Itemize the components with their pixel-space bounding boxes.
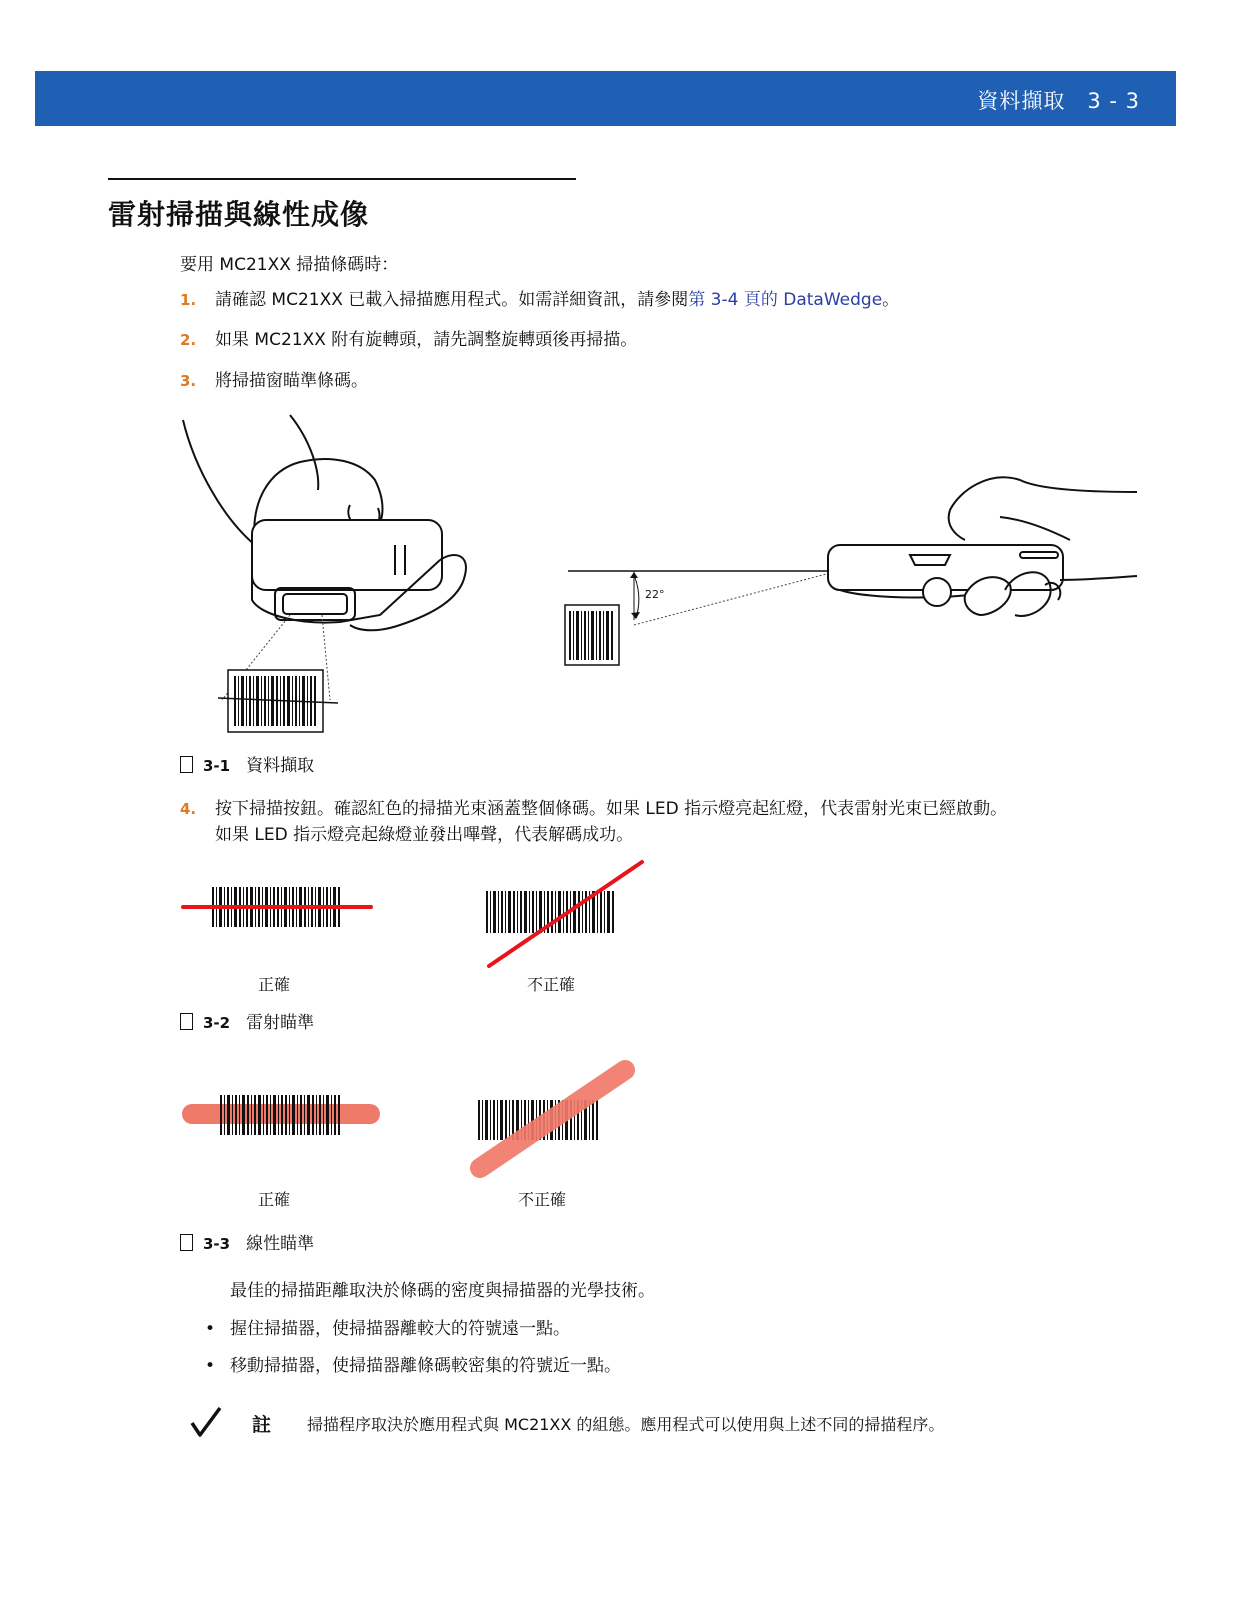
step-number: 1. [180, 291, 197, 309]
bullet-dot-icon: • [205, 1356, 216, 1376]
note-label: 註 [252, 1414, 272, 1436]
label-incorrect-linear: 不正確 [518, 1190, 567, 1209]
intro-text: 要用 MC21XX 掃描條碼時： [180, 255, 399, 275]
step-text-line-2: 如果 LED 指示燈亮起綠燈並發出嗶聲，代表解碼成功。 [215, 825, 634, 845]
figure-number: 3-1 [203, 757, 231, 775]
label-correct-laser: 正確 [258, 975, 291, 994]
bullet-text: 移動掃描器，使掃描器離條碼較密集的符號近一點。 [230, 1356, 621, 1376]
label-correct-linear: 正確 [258, 1190, 291, 1209]
figure-marker-icon [180, 1234, 193, 1251]
figure-number: 3-3 [203, 1235, 231, 1253]
bullet-text: 握住掃描器，使掃描器離較大的符號遠一點。 [230, 1319, 570, 1339]
step-text: 將掃描窗瞄準條碼。 [215, 371, 368, 391]
label-incorrect-laser: 不正確 [527, 975, 576, 994]
header-section: 資料擷取 [977, 89, 1066, 113]
step-number: 3. [180, 372, 197, 390]
step-text: 如果 MC21XX 附有旋轉頭，請先調整旋轉頭後再掃描。 [215, 330, 638, 350]
note-text: 掃描程序取決於應用程式與 MC21XX 的組態。應用程式可以使用與上述不同的掃描程序。 [307, 1415, 945, 1434]
checkmark-icon [190, 1405, 224, 1439]
figure-3-3-caption [180, 1229, 314, 1254]
step-number: 2. [180, 331, 197, 349]
page-title: 雷射掃描與線性成像 [108, 198, 370, 231]
datawedge-link[interactable]: 第 3-4 頁的 DataWedge [688, 290, 883, 310]
figure-caption-text: 線性瞄準 [246, 1234, 315, 1254]
step-text-line-1: 按下掃描按鈕。確認紅色的掃描光束涵蓋整個條碼。如果 LED 指示燈亮起紅燈，代表雷射光束已經啟動。 [215, 799, 1008, 819]
header-page-number: 3 - 3 [1087, 89, 1140, 113]
step-number: 4. [180, 800, 197, 818]
figure-caption-text: 雷射瞄準 [246, 1013, 315, 1033]
bullet-item [205, 1314, 570, 1339]
step-text: 請確認 MC21XX 已載入掃描應用程式。如需詳細資訊，請參閱 [215, 290, 689, 310]
angle-label: 22° [645, 588, 665, 601]
step-text-end: 。 [882, 290, 900, 310]
figure-caption-text: 資料擷取 [246, 756, 315, 776]
bullet-dot-icon: • [205, 1319, 216, 1339]
bullet-item [205, 1351, 621, 1376]
distance-paragraph: 最佳的掃描距離取決於條碼的密度與掃描器的光學技術。 [230, 1281, 655, 1301]
figure-number: 3-2 [203, 1014, 231, 1032]
